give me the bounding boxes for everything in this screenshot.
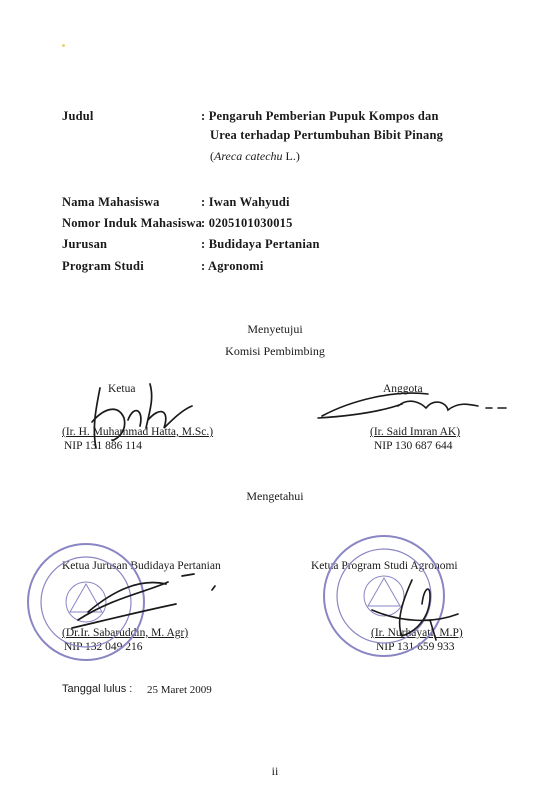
signature-ketua (92, 384, 192, 448)
species-name: Areca catechu (214, 149, 283, 163)
jurusan-value: : Budidaya Pertanian (201, 237, 320, 251)
page-number: ii (271, 764, 279, 778)
kajur-nip: NIP 132 049 216 (64, 641, 143, 653)
judul-line-1: : Pengaruh Pemberian Pupuk Kompos dan (201, 109, 439, 123)
signature-kajur (72, 574, 215, 628)
species-author: L.) (282, 149, 300, 163)
mengetahui-heading: Mengetahui (246, 489, 304, 503)
nim-label: Nomor Induk Mahasiswa (62, 216, 203, 230)
signature-anggota (318, 393, 506, 418)
anggota-role: Anggota (383, 383, 423, 395)
tanggal-lulus-label: Tanggal lulus : (62, 683, 133, 695)
prodi-label: Program Studi (62, 259, 144, 273)
nama-value: : Iwan Wahyudi (201, 195, 290, 209)
ketua-name: (Ir. H. Muhammad Hatta, M.Sc.) (62, 426, 214, 438)
tanggal-lulus-value: 25 Maret 2009 (147, 684, 212, 696)
judul-line-2: Urea terhadap Pertumbuhan Bibit Pinang (210, 128, 444, 142)
anggota-name: (Ir. Said Imran AK) (370, 426, 461, 438)
komisi-heading: Komisi Pembimbing (225, 344, 325, 358)
scan-speck (62, 44, 65, 47)
ketua-nip: NIP 131 886 114 (64, 440, 143, 452)
menyetujui-heading: Menyetujui (247, 322, 303, 336)
ketua-role: Ketua (108, 383, 136, 395)
kajur-role: Ketua Jurusan Budidaya Pertanian (62, 560, 221, 572)
nama-label: Nama Mahasiswa (62, 195, 160, 209)
kajur-name: (Dr.Ir. Sabaruddin, M. Agr) (62, 627, 189, 639)
jurusan-label: Jurusan (62, 237, 108, 251)
judul-paren-open: ( (210, 149, 214, 163)
kaprodi-role: Ketua Program Studi Agronomi (311, 560, 458, 572)
kaprodi-nip: NIP 131 659 933 (376, 641, 455, 653)
anggota-nip: NIP 130 687 644 (374, 440, 453, 452)
judul-label: Judul (62, 109, 94, 123)
judul-line-3 (210, 149, 300, 164)
nim-value: : 0205101030015 (201, 216, 293, 230)
kaprodi-name: (Ir. Nurhayati, M.P) (371, 627, 463, 639)
prodi-value: : Agronomi (201, 259, 264, 273)
